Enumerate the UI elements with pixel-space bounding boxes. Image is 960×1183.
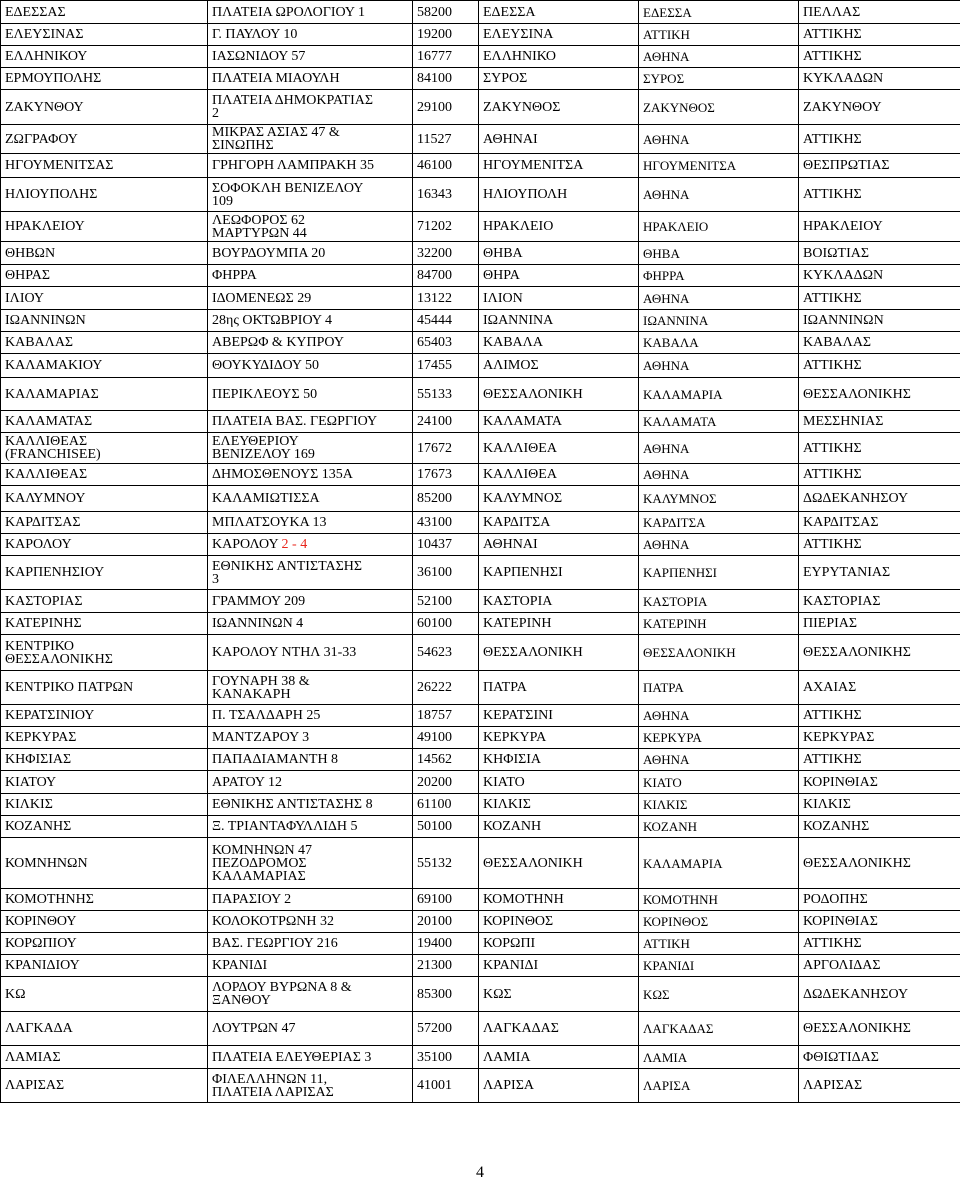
table-row bbox=[1, 1069, 960, 1103]
prefecture-cell: ΘΕΣΣΑΛΟΝΙΚΗΣ bbox=[799, 1012, 960, 1046]
municipality-cell: ΦΗΡΡΑ bbox=[639, 265, 799, 287]
branch-cell: ΙΩΑΝΝΙΝΩΝ bbox=[1, 310, 208, 332]
prefecture-cell: ΑΤΤΙΚΗΣ bbox=[799, 24, 960, 46]
city-cell: ΗΓΟΥΜΕΝΙΤΣΑ bbox=[479, 154, 639, 178]
branch-cell: ΚΙΑΤΟΥ bbox=[1, 771, 208, 794]
city-cell: ΚΑΒΑΛΑ bbox=[479, 332, 639, 354]
address-cell: ΕΛΕΥΘΕΡΙΟΥ ΒΕΝΙΖΕΛΟΥ 169 bbox=[208, 433, 413, 464]
postal-code-cell: 11527 bbox=[413, 125, 479, 154]
postal-code-cell: 32200 bbox=[413, 242, 479, 265]
postal-code-cell: 84100 bbox=[413, 68, 479, 90]
postal-code-cell: 20100 bbox=[413, 911, 479, 933]
postal-code-cell: 13122 bbox=[413, 287, 479, 310]
address-cell: ΠΛΑΤΕΙΑ ΩΡΟΛΟΓΙΟΥ 1 bbox=[208, 1, 413, 24]
postal-code-cell: 20200 bbox=[413, 771, 479, 794]
prefecture-cell: ΒΟΙΩΤΙΑΣ bbox=[799, 242, 960, 265]
prefecture-cell: ΔΩΔΕΚΑΝΗΣΟΥ bbox=[799, 486, 960, 512]
address-cell: ΚΑΛΑΜΙΩΤΙΣΣΑ bbox=[208, 486, 413, 512]
table-row bbox=[1, 378, 960, 411]
address-cell: ΠΕΡΙΚΛΕΟΥΣ 50 bbox=[208, 378, 413, 411]
city-cell: ΚΑΛΛΙΘΕΑ bbox=[479, 464, 639, 486]
city-cell: ΚΑΤΕΡΙΝΗ bbox=[479, 613, 639, 635]
branch-cell: ΕΛΕΥΣΙΝΑΣ bbox=[1, 24, 208, 46]
branch-cell: ΚΕΡΑΤΣΙΝΙΟΥ bbox=[1, 705, 208, 727]
municipality-cell: ΖΑΚΥΝΘΟΣ bbox=[639, 90, 799, 125]
branch-cell: ΚΗΦΙΣΙΑΣ bbox=[1, 749, 208, 771]
branch-cell: ΕΔΕΣΣΑΣ bbox=[1, 1, 208, 24]
address-cell: ΛΟΥΤΡΩΝ 47 bbox=[208, 1012, 413, 1046]
municipality-cell: ΑΘΗΝΑ bbox=[639, 464, 799, 486]
branch-cell: ΚΑΛΑΜΑΤΑΣ bbox=[1, 411, 208, 433]
city-cell: ΚΕΡΚΥΡΑ bbox=[479, 727, 639, 749]
city-cell: ΚΑΡΠΕΝΗΣΙ bbox=[479, 556, 639, 590]
prefecture-cell: ΑΤΤΙΚΗΣ bbox=[799, 464, 960, 486]
table-row bbox=[1, 955, 960, 977]
address-cell: ΜΑΝΤΖΑΡΟΥ 3 bbox=[208, 727, 413, 749]
prefecture-cell: ΑΤΤΙΚΗΣ bbox=[799, 534, 960, 556]
table-row bbox=[1, 310, 960, 332]
postal-code-cell: 26222 bbox=[413, 671, 479, 705]
prefecture-cell: ΚΑΒΑΛΑΣ bbox=[799, 332, 960, 354]
table-row bbox=[1, 24, 960, 46]
address-cell: ΕΘΝΙΚΗΣ ΑΝΤΙΣΤΑΣΗΣ 3 bbox=[208, 556, 413, 590]
municipality-cell: ΚΩΣ bbox=[639, 977, 799, 1012]
address-cell: ΜΠΛΑΤΣΟΥΚΑ 13 bbox=[208, 512, 413, 534]
branch-cell: ΚΟΜΝΗΝΩΝ bbox=[1, 838, 208, 889]
address-cell: ΣΟΦΟΚΛΗ ΒΕΝΙΖΕΛΟΥ 109 bbox=[208, 178, 413, 212]
table-row bbox=[1, 933, 960, 955]
address-cell: ΚΡΑΝΙΔΙ bbox=[208, 955, 413, 977]
municipality-cell: ΗΓΟΥΜΕΝΙΤΣΑ bbox=[639, 154, 799, 178]
city-cell: ΚΑΛΥΜΝΟΣ bbox=[479, 486, 639, 512]
municipality-cell: ΚΟΖΑΝΗ bbox=[639, 816, 799, 838]
prefecture-cell: ΚΟΡΙΝΘΙΑΣ bbox=[799, 771, 960, 794]
municipality-cell: ΑΤΤΙΚΗ bbox=[639, 933, 799, 955]
table-row bbox=[1, 242, 960, 265]
municipality-cell: ΚΑΣΤΟΡΙΑ bbox=[639, 590, 799, 613]
postal-code-cell: 16343 bbox=[413, 178, 479, 212]
city-cell: ΚΟΡΙΝΘΟΣ bbox=[479, 911, 639, 933]
table-row bbox=[1, 178, 960, 212]
table-row bbox=[1, 613, 960, 635]
address-cell: ΕΘΝΙΚΗΣ ΑΝΤΙΣΤΑΣΗΣ 8 bbox=[208, 794, 413, 816]
city-cell: ΚΡΑΝΙΔΙ bbox=[479, 955, 639, 977]
address-cell: 28ης ΟΚΤΩΒΡΙΟΥ 4 bbox=[208, 310, 413, 332]
prefecture-cell: ΘΕΣΣΑΛΟΝΙΚΗΣ bbox=[799, 635, 960, 671]
postal-code-cell: 55133 bbox=[413, 378, 479, 411]
postal-code-cell: 85300 bbox=[413, 977, 479, 1012]
postal-code-cell: 49100 bbox=[413, 727, 479, 749]
table-row bbox=[1, 287, 960, 310]
address-cell: ΠΛΑΤΕΙΑ ΜΙΑΟΥΛΗ bbox=[208, 68, 413, 90]
municipality-cell: ΑΘΗΝΑ bbox=[639, 354, 799, 378]
municipality-cell: ΑΘΗΝΑ bbox=[639, 749, 799, 771]
table-row bbox=[1, 354, 960, 378]
postal-code-cell: 36100 bbox=[413, 556, 479, 590]
postal-code-cell: 71202 bbox=[413, 212, 479, 242]
prefecture-cell: ΘΕΣΠΡΩΤΙΑΣ bbox=[799, 154, 960, 178]
municipality-cell: ΘΕΣΣΑΛΟΝΙΚΗ bbox=[639, 635, 799, 671]
table-row bbox=[1, 154, 960, 178]
table-row bbox=[1, 46, 960, 68]
prefecture-cell: ΠΕΛΛΑΣ bbox=[799, 1, 960, 24]
city-cell: ΘΕΣΣΑΛΟΝΙΚΗ bbox=[479, 378, 639, 411]
city-cell: ΑΘΗΝΑΙ bbox=[479, 125, 639, 154]
table-row bbox=[1, 838, 960, 889]
postal-code-cell: 57200 bbox=[413, 1012, 479, 1046]
address-cell: ΠΑΠΑΔΙΑΜΑΝΤΗ 8 bbox=[208, 749, 413, 771]
branch-cell: ΚΙΛΚΙΣ bbox=[1, 794, 208, 816]
table-row bbox=[1, 534, 960, 556]
prefecture-cell: ΑΡΓΟΛΙΔΑΣ bbox=[799, 955, 960, 977]
city-cell: ΚΩΣ bbox=[479, 977, 639, 1012]
city-cell: ΑΘΗΝΑΙ bbox=[479, 534, 639, 556]
table-row bbox=[1, 911, 960, 933]
branch-cell: ΚΕΡΚΥΡΑΣ bbox=[1, 727, 208, 749]
city-cell: ΛΑΓΚΑΔΑΣ bbox=[479, 1012, 639, 1046]
city-cell: ΗΛΙΟΥΠΟΛΗ bbox=[479, 178, 639, 212]
postal-code-cell: 17673 bbox=[413, 464, 479, 486]
postal-code-cell: 17455 bbox=[413, 354, 479, 378]
prefecture-cell: ΠΙΕΡΙΑΣ bbox=[799, 613, 960, 635]
table-row bbox=[1, 635, 960, 671]
municipality-cell: ΑΘΗΝΑ bbox=[639, 287, 799, 310]
postal-code-cell: 84700 bbox=[413, 265, 479, 287]
municipality-cell: ΠΑΤΡΑ bbox=[639, 671, 799, 705]
address-cell bbox=[208, 534, 413, 556]
prefecture-cell: ΚΑΡΔΙΤΣΑΣ bbox=[799, 512, 960, 534]
city-cell: ΖΑΚΥΝΘΟΣ bbox=[479, 90, 639, 125]
city-cell: ΚΑΛΛΙΘΕΑ bbox=[479, 433, 639, 464]
prefecture-cell: ΑΤΤΙΚΗΣ bbox=[799, 705, 960, 727]
branch-cell: ΚΑΛΑΜΑΡΙΑΣ bbox=[1, 378, 208, 411]
city-cell: ΘΕΣΣΑΛΟΝΙΚΗ bbox=[479, 838, 639, 889]
prefecture-cell: ΗΡΑΚΛΕΙΟΥ bbox=[799, 212, 960, 242]
address-cell: Ξ. ΤΡΙΑΝΤΑΦΥΛΛΙΔΗ 5 bbox=[208, 816, 413, 838]
municipality-cell: ΑΘΗΝΑ bbox=[639, 433, 799, 464]
prefecture-cell: ΑΤΤΙΚΗΣ bbox=[799, 178, 960, 212]
branch-cell: ΘΗΒΩΝ bbox=[1, 242, 208, 265]
municipality-cell: ΚΑΤΕΡΙΝΗ bbox=[639, 613, 799, 635]
branch-cell: ΚΑΛΛΙΘΕΑΣ (FRANCHISEE) bbox=[1, 433, 208, 464]
prefecture-cell: ΙΩΑΝΝΙΝΩΝ bbox=[799, 310, 960, 332]
table-row bbox=[1, 212, 960, 242]
prefecture-cell: ΚΙΛΚΙΣ bbox=[799, 794, 960, 816]
municipality-cell: ΚΡΑΝΙΔΙ bbox=[639, 955, 799, 977]
address-cell: Γ. ΠΑΥΛΟΥ 10 bbox=[208, 24, 413, 46]
address-cell: ΔΗΜΟΣΘΕΝΟΥΣ 135Α bbox=[208, 464, 413, 486]
address-cell: ΜΙΚΡΑΣ ΑΣΙΑΣ 47 & ΣΙΝΩΠΗΣ bbox=[208, 125, 413, 154]
city-cell: ΙΛΙΟΝ bbox=[479, 287, 639, 310]
table-row bbox=[1, 590, 960, 613]
postal-code-cell: 14562 bbox=[413, 749, 479, 771]
branch-cell: ΚΑΡΟΛΟΥ bbox=[1, 534, 208, 556]
table-row bbox=[1, 265, 960, 287]
table-row bbox=[1, 749, 960, 771]
postal-code-cell: 52100 bbox=[413, 590, 479, 613]
address-cell: ΠΛΑΤΕΙΑ ΒΑΣ. ΓΕΩΡΓΙΟΥ bbox=[208, 411, 413, 433]
branch-cell: ΚΑΣΤΟΡΙΑΣ bbox=[1, 590, 208, 613]
table-row bbox=[1, 433, 960, 464]
branch-cell: ΚΩ bbox=[1, 977, 208, 1012]
branch-cell: ΚΕΝΤΡΙΚΟ ΠΑΤΡΩΝ bbox=[1, 671, 208, 705]
branch-cell: ΚΡΑΝΙΔΙΟΥ bbox=[1, 955, 208, 977]
municipality-cell: ΛΑΓΚΑΔΑΣ bbox=[639, 1012, 799, 1046]
postal-code-cell: 17672 bbox=[413, 433, 479, 464]
municipality-cell: ΚΑΛΥΜΝΟΣ bbox=[639, 486, 799, 512]
prefecture-cell: ΚΥΚΛΑΔΩΝ bbox=[799, 265, 960, 287]
postal-code-cell: 69100 bbox=[413, 889, 479, 911]
postal-code-cell: 24100 bbox=[413, 411, 479, 433]
prefecture-cell: ΑΤΤΙΚΗΣ bbox=[799, 287, 960, 310]
city-cell: ΘΗΡΑ bbox=[479, 265, 639, 287]
postal-code-cell: 21300 bbox=[413, 955, 479, 977]
address-cell: ΦΗΡΡΑ bbox=[208, 265, 413, 287]
municipality-cell: ΣΥΡΟΣ bbox=[639, 68, 799, 90]
table-row bbox=[1, 125, 960, 154]
branch-cell: ΚΑΛΛΙΘΕΑΣ bbox=[1, 464, 208, 486]
address-cell: ΚΟΜΝΗΝΩΝ 47 ΠΕΖΟΔΡΟΜΟΣ ΚΑΛΑΜΑΡΙΑΣ bbox=[208, 838, 413, 889]
table-row bbox=[1, 556, 960, 590]
postal-code-cell: 61100 bbox=[413, 794, 479, 816]
municipality-cell: ΚΑΛΑΜΑΡΙΑ bbox=[639, 838, 799, 889]
address-cell: Π. ΤΣΑΛΔΑΡΗ 25 bbox=[208, 705, 413, 727]
branch-cell: ΚΑΛΑΜΑΚΙΟΥ bbox=[1, 354, 208, 378]
address-cell: ΛΕΩΦΟΡΟΣ 62 ΜΑΡΤΥΡΩΝ 44 bbox=[208, 212, 413, 242]
address-cell: ΙΔΟΜΕΝΕΩΣ 29 bbox=[208, 287, 413, 310]
city-cell: ΕΛΕΥΣΙΝΑ bbox=[479, 24, 639, 46]
table-row bbox=[1, 671, 960, 705]
city-cell: ΚΟΖΑΝΗ bbox=[479, 816, 639, 838]
prefecture-cell: ΚΥΚΛΑΔΩΝ bbox=[799, 68, 960, 90]
postal-code-cell: 35100 bbox=[413, 1046, 479, 1069]
address-text: ΚΑΡΟΛΟΥ bbox=[212, 537, 282, 552]
city-cell: ΘΕΣΣΑΛΟΝΙΚΗ bbox=[479, 635, 639, 671]
prefecture-cell: ΔΩΔΕΚΑΝΗΣΟΥ bbox=[799, 977, 960, 1012]
city-cell: ΛΑΜΙΑ bbox=[479, 1046, 639, 1069]
prefecture-cell: ΑΤΤΙΚΗΣ bbox=[799, 125, 960, 154]
branch-cell: ΚΕΝΤΡΙΚΟ ΘΕΣΣΑΛΟΝΙΚΗΣ bbox=[1, 635, 208, 671]
prefecture-cell: ΑΤΤΙΚΗΣ bbox=[799, 354, 960, 378]
municipality-cell: ΚΙΑΤΟ bbox=[639, 771, 799, 794]
table-row bbox=[1, 1046, 960, 1069]
table-row bbox=[1, 977, 960, 1012]
table-row bbox=[1, 68, 960, 90]
branch-cell: ΙΛΙΟΥ bbox=[1, 287, 208, 310]
table-row bbox=[1, 1012, 960, 1046]
table-row bbox=[1, 90, 960, 125]
branch-cell: ΕΛΛΗΝΙΚΟΥ bbox=[1, 46, 208, 68]
address-cell: ΛΟΡΔΟΥ ΒΥΡΩΝΑ 8 & ΞΑΝΘΟΥ bbox=[208, 977, 413, 1012]
branch-cell: ΗΓΟΥΜΕΝΙΤΣΑΣ bbox=[1, 154, 208, 178]
branch-cell: ΚΟΡΙΝΘΟΥ bbox=[1, 911, 208, 933]
municipality-cell: ΛΑΜΙΑ bbox=[639, 1046, 799, 1069]
municipality-cell: ΚΑΒΑΛΑ bbox=[639, 332, 799, 354]
prefecture-cell: ΑΤΤΙΚΗΣ bbox=[799, 933, 960, 955]
municipality-cell: ΗΡΑΚΛΕΙΟ bbox=[639, 212, 799, 242]
address-cell: ΑΒΕΡΩΦ & ΚΥΠΡΟΥ bbox=[208, 332, 413, 354]
postal-code-cell: 50100 bbox=[413, 816, 479, 838]
address-cell: ΠΛΑΤΕΙΑ ΕΛΕΥΘΕΡΙΑΣ 3 bbox=[208, 1046, 413, 1069]
city-cell: ΚΗΦΙΣΙΑ bbox=[479, 749, 639, 771]
municipality-cell: ΑΘΗΝΑ bbox=[639, 178, 799, 212]
municipality-cell: ΚΕΡΚΥΡΑ bbox=[639, 727, 799, 749]
branch-cell: ΚΟΡΩΠΙΟΥ bbox=[1, 933, 208, 955]
prefecture-cell: ΑΧΑΙΑΣ bbox=[799, 671, 960, 705]
prefecture-cell: ΖΑΚΥΝΘΟΥ bbox=[799, 90, 960, 125]
table-row bbox=[1, 1, 960, 24]
municipality-cell: ΚΑΡΠΕΝΗΣΙ bbox=[639, 556, 799, 590]
address-cell: ΒΑΣ. ΓΕΩΡΓΙΟΥ 216 bbox=[208, 933, 413, 955]
city-cell: ΠΑΤΡΑ bbox=[479, 671, 639, 705]
highlighted-address-number: 2 - 4 bbox=[281, 537, 308, 552]
city-cell: ΘΗΒΑ bbox=[479, 242, 639, 265]
branch-cell: ΚΑΡΠΕΝΗΣΙΟΥ bbox=[1, 556, 208, 590]
branch-cell: ΚΟΖΑΝΗΣ bbox=[1, 816, 208, 838]
prefecture-cell: ΚΑΣΤΟΡΙΑΣ bbox=[799, 590, 960, 613]
address-cell: ΓΡΑΜΜΟΥ 209 bbox=[208, 590, 413, 613]
city-cell: ΣΥΡΟΣ bbox=[479, 68, 639, 90]
municipality-cell: ΑΤΤΙΚΗ bbox=[639, 24, 799, 46]
city-cell: ΚΑΡΔΙΤΣΑ bbox=[479, 512, 639, 534]
prefecture-cell: ΛΑΡΙΣΑΣ bbox=[799, 1069, 960, 1103]
postal-code-cell: 46100 bbox=[413, 154, 479, 178]
table-row bbox=[1, 794, 960, 816]
table-row bbox=[1, 705, 960, 727]
table-row bbox=[1, 486, 960, 512]
municipality-cell: ΘΗΒΑ bbox=[639, 242, 799, 265]
table-row bbox=[1, 332, 960, 354]
prefecture-cell: ΕΥΡΥΤΑΝΙΑΣ bbox=[799, 556, 960, 590]
city-cell: ΙΩΑΝΝΙΝΑ bbox=[479, 310, 639, 332]
postal-code-cell: 43100 bbox=[413, 512, 479, 534]
address-cell: ΙΑΣΩΝΙΔΟΥ 57 bbox=[208, 46, 413, 68]
city-cell: ΕΔΕΣΣΑ bbox=[479, 1, 639, 24]
municipality-cell: ΑΘΗΝΑ bbox=[639, 534, 799, 556]
postal-code-cell: 41001 bbox=[413, 1069, 479, 1103]
address-cell: ΒΟΥΡΔΟΥΜΠΑ 20 bbox=[208, 242, 413, 265]
municipality-cell: ΑΘΗΝΑ bbox=[639, 46, 799, 68]
branch-cell: ΘΗΡΑΣ bbox=[1, 265, 208, 287]
prefecture-cell: ΘΕΣΣΑΛΟΝΙΚΗΣ bbox=[799, 378, 960, 411]
table-row bbox=[1, 512, 960, 534]
municipality-cell: ΛΑΡΙΣΑ bbox=[639, 1069, 799, 1103]
postal-code-cell: 65403 bbox=[413, 332, 479, 354]
table-row bbox=[1, 816, 960, 838]
postal-code-cell: 54623 bbox=[413, 635, 479, 671]
prefecture-cell: ΡΟΔΟΠΗΣ bbox=[799, 889, 960, 911]
branch-cell: ΚΑΤΕΡΙΝΗΣ bbox=[1, 613, 208, 635]
address-cell: ΠΛΑΤΕΙΑ ΔΗΜΟΚΡΑΤΙΑΣ 2 bbox=[208, 90, 413, 125]
table-row bbox=[1, 771, 960, 794]
city-cell: ΛΑΡΙΣΑ bbox=[479, 1069, 639, 1103]
branch-cell: ΛΑΓΚΑΔΑ bbox=[1, 1012, 208, 1046]
table-row bbox=[1, 411, 960, 433]
municipality-cell: ΑΘΗΝΑ bbox=[639, 705, 799, 727]
city-cell: ΚΑΛΑΜΑΤΑ bbox=[479, 411, 639, 433]
city-cell: ΚΑΣΤΟΡΙΑ bbox=[479, 590, 639, 613]
postal-code-cell: 18757 bbox=[413, 705, 479, 727]
postal-code-cell: 16777 bbox=[413, 46, 479, 68]
prefecture-cell: ΜΕΣΣΗΝΙΑΣ bbox=[799, 411, 960, 433]
municipality-cell: ΚΑΡΔΙΤΣΑ bbox=[639, 512, 799, 534]
branch-cell: ΖΑΚΥΝΘΟΥ bbox=[1, 90, 208, 125]
postal-code-cell: 60100 bbox=[413, 613, 479, 635]
address-cell: ΓΡΗΓΟΡΗ ΛΑΜΠΡΑΚΗ 35 bbox=[208, 154, 413, 178]
branch-cell: ΚΟΜΟΤΗΝΗΣ bbox=[1, 889, 208, 911]
city-cell: ΕΛΛΗΝΙΚΟ bbox=[479, 46, 639, 68]
address-cell: ΚΟΛΟΚΟΤΡΩΝΗ 32 bbox=[208, 911, 413, 933]
municipality-cell: ΙΩΑΝΝΙΝΑ bbox=[639, 310, 799, 332]
postal-code-cell: 29100 bbox=[413, 90, 479, 125]
page-number: 4 bbox=[476, 1164, 484, 1181]
municipality-cell: ΑΘΗΝΑ bbox=[639, 125, 799, 154]
postal-code-cell: 55132 bbox=[413, 838, 479, 889]
branch-cell: ΛΑΡΙΣΑΣ bbox=[1, 1069, 208, 1103]
address-cell: ΙΩΑΝΝΙΝΩΝ 4 bbox=[208, 613, 413, 635]
city-cell: ΗΡΑΚΛΕΙΟ bbox=[479, 212, 639, 242]
address-cell: ΠΑΡΑΣΙΟΥ 2 bbox=[208, 889, 413, 911]
prefecture-cell: ΦΘΙΩΤΙΔΑΣ bbox=[799, 1046, 960, 1069]
address-cell: ΑΡΑΤΟΥ 12 bbox=[208, 771, 413, 794]
municipality-cell: ΕΔΕΣΣΑ bbox=[639, 1, 799, 24]
city-cell: ΚΙΛΚΙΣ bbox=[479, 794, 639, 816]
municipality-cell: ΚΟΡΙΝΘΟΣ bbox=[639, 911, 799, 933]
municipality-cell: ΚΙΛΚΙΣ bbox=[639, 794, 799, 816]
municipality-cell: ΚΑΛΑΜΑΤΑ bbox=[639, 411, 799, 433]
postal-code-cell: 19200 bbox=[413, 24, 479, 46]
address-cell: ΚΑΡΟΛΟΥ ΝΤΗΛ 31-33 bbox=[208, 635, 413, 671]
city-cell: ΑΛΙΜΟΣ bbox=[479, 354, 639, 378]
branch-cell: ΚΑΒΑΛΑΣ bbox=[1, 332, 208, 354]
city-cell: ΚΟΜΟΤΗΝΗ bbox=[479, 889, 639, 911]
municipality-cell: ΚΟΜΟΤΗΝΗ bbox=[639, 889, 799, 911]
prefecture-cell: ΘΕΣΣΑΛΟΝΙΚΗΣ bbox=[799, 838, 960, 889]
prefecture-cell: ΚΟΖΑΝΗΣ bbox=[799, 816, 960, 838]
postal-code-cell: 85200 bbox=[413, 486, 479, 512]
address-cell: ΦΙΛΕΛΛΗΝΩΝ 11, ΠΛΑΤΕΙΑ ΛΑΡΙΣΑΣ bbox=[208, 1069, 413, 1103]
branch-cell: ΖΩΓΡΑΦΟΥ bbox=[1, 125, 208, 154]
city-cell: ΚΟΡΩΠΙ bbox=[479, 933, 639, 955]
postal-code-cell: 19400 bbox=[413, 933, 479, 955]
postal-code-cell: 58200 bbox=[413, 1, 479, 24]
postal-code-cell: 45444 bbox=[413, 310, 479, 332]
city-cell: ΚΙΑΤΟ bbox=[479, 771, 639, 794]
branch-cell: ΗΡΑΚΛΕΙΟΥ bbox=[1, 212, 208, 242]
branch-cell: ΛΑΜΙΑΣ bbox=[1, 1046, 208, 1069]
branch-cell: ΗΛΙΟΥΠΟΛΗΣ bbox=[1, 178, 208, 212]
branch-cell: ΚΑΡΔΙΤΣΑΣ bbox=[1, 512, 208, 534]
prefecture-cell: ΚΕΡΚΥΡΑΣ bbox=[799, 727, 960, 749]
table-row bbox=[1, 727, 960, 749]
prefecture-cell: ΑΤΤΙΚΗΣ bbox=[799, 749, 960, 771]
postal-code-cell: 10437 bbox=[413, 534, 479, 556]
prefecture-cell: ΚΟΡΙΝΘΙΑΣ bbox=[799, 911, 960, 933]
branch-cell: ΚΑΛΥΜΝΟΥ bbox=[1, 486, 208, 512]
prefecture-cell: ΑΤΤΙΚΗΣ bbox=[799, 46, 960, 68]
address-cell: ΘΟΥΚΥΔΙΔΟΥ 50 bbox=[208, 354, 413, 378]
address-cell: ΓΟΥΝΑΡΗ 38 & ΚΑΝΑΚΑΡΗ bbox=[208, 671, 413, 705]
city-cell: ΚΕΡΑΤΣΙΝΙ bbox=[479, 705, 639, 727]
prefecture-cell: ΑΤΤΙΚΗΣ bbox=[799, 433, 960, 464]
branch-cell: ΕΡΜΟΥΠΟΛΗΣ bbox=[1, 68, 208, 90]
table-row bbox=[1, 889, 960, 911]
municipality-cell: ΚΑΛΑΜΑΡΙΑ bbox=[639, 378, 799, 411]
table-row bbox=[1, 464, 960, 486]
